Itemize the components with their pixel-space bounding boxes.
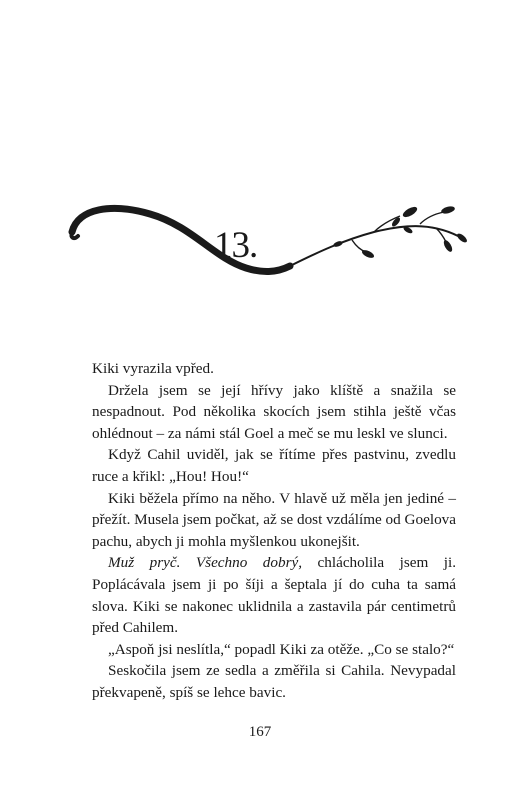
paragraph: Kiki běžela přímo na něho. V hlavě už měla jen jediné – přežít. Musela jsem počkat, až se dost vzdálíme od Goelova pachu, abych ji mohla myšlenkou ukonejšit. — [92, 489, 456, 550]
paragraph-text: chlácholila jsem ji. Poplácávala jsem ji po šíji a šeptala jí do cuha ta samá slova. Kiki se nakonec uklidnila a zastavila pár centimetrů před Cahilem. — [92, 554, 457, 637]
chapter-ornament-vine — [0, 0, 520, 300]
paragraph: Seskočila jsem ze sedla a změřila si Cahila. Nevypadal překvapeně, spíš se lehce bavic. — [92, 662, 456, 701]
italic-thought: Muž pryč. Všechno dobrý, — [108, 554, 303, 572]
paragraph: „Aspoň jsi neslítla,“ popadl Kiki za otěže. „Co se stalo?“ — [108, 640, 455, 658]
chapter-number: 13. — [214, 225, 258, 266]
vine-stroke — [72, 208, 290, 271]
paragraph: Kiki vyrazila vpřed. — [92, 360, 214, 377]
paragraph: Držela jsem se její hřívy jako klíště a snažila se nespadnout. Pod několika skocích jsem stihla ještě včas ohlédnout – za námi stál Goel a meč se mu leskl ve slunci. — [92, 381, 456, 442]
paragraph: Když Cahil uviděl, jak se řítíme přes pastvinu, zvedlu ruce a křikl: „Hou! Hou!“ — [92, 446, 456, 485]
paragraph — [92, 552, 456, 638]
vine-stroke-thin — [290, 226, 458, 266]
chapter-body-text — [92, 358, 456, 704]
page-number: 167 — [248, 724, 272, 740]
